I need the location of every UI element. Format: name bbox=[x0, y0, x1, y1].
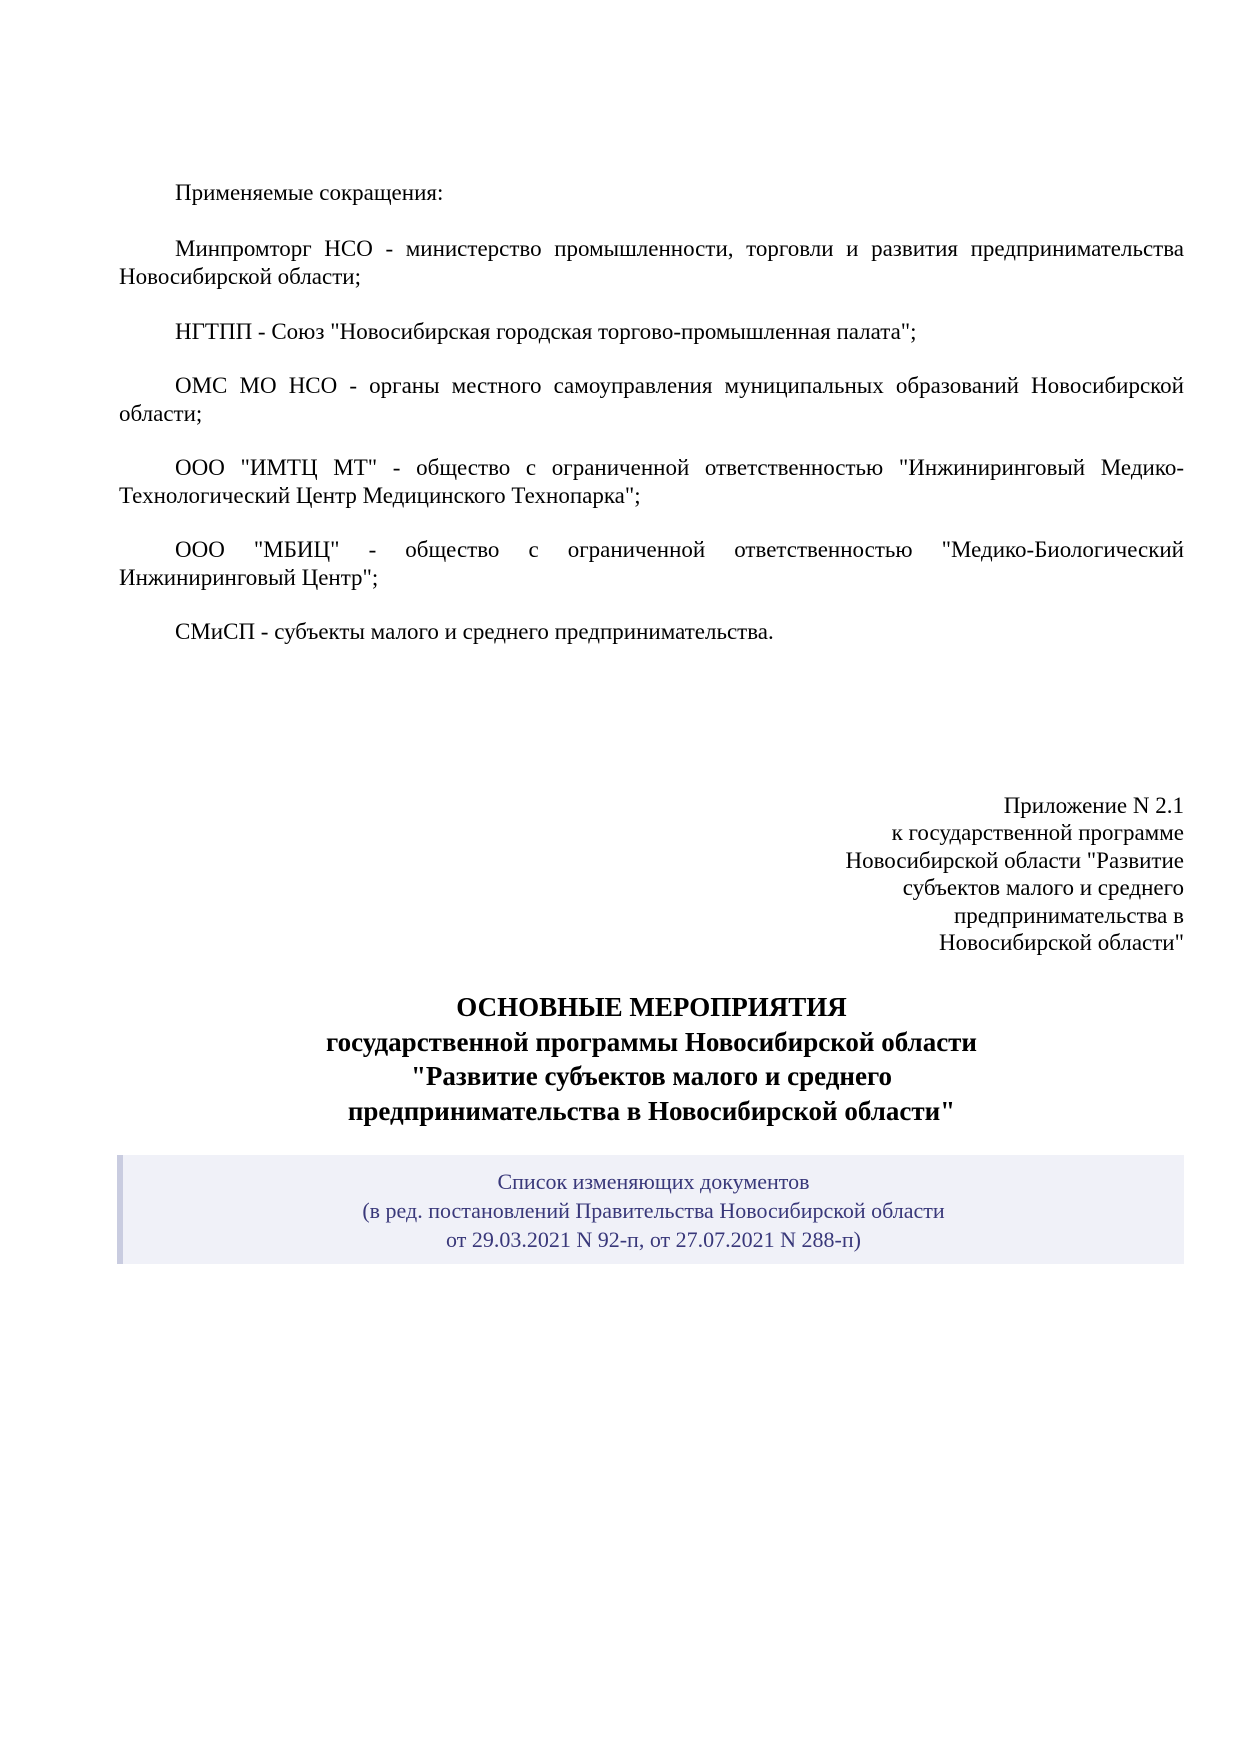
abbreviation-item: ООО "ИМТЦ МТ" - общество с ограниченной ответственностью "Инжиниринговый Медико-Технологический Центр Медицинского Технопарка"; bbox=[119, 455, 1184, 508]
appendix-line: Новосибирской области "Развитие bbox=[845, 847, 1184, 873]
amendments-line: (в ред. постановлений Правительства Новосибирской области bbox=[362, 1198, 945, 1223]
title-line: "Развитие субъектов малого и среднего bbox=[410, 1061, 893, 1091]
abbreviation-item: Минпромторг НСО - министерство промышленности, торговли и развития предпринимательства Новосибирской области; bbox=[119, 236, 1184, 289]
abbreviation-item: СМиСП - субъекты малого и среднего предпринимательства. bbox=[175, 619, 774, 644]
amendments-line: от 29.03.2021 N 92-п, от 27.07.2021 N 288-п) bbox=[446, 1227, 861, 1252]
abbreviation-item: НГТПП - Союз "Новосибирская городская торгово-промышленная палата"; bbox=[175, 319, 917, 344]
abbreviations-heading: Применяемые сокращения: bbox=[175, 180, 444, 205]
document-title bbox=[119, 990, 1184, 1128]
title-line: ОСНОВНЫЕ МЕРОПРИЯТИЯ bbox=[456, 992, 847, 1022]
appendix-line: субъектов малого и среднего bbox=[902, 875, 1184, 901]
abbreviation-item: ОМС МО НСО - органы местного самоуправления муниципальных образований Новосибирской области; bbox=[119, 373, 1184, 426]
appendix-line: к государственной программе bbox=[891, 820, 1184, 846]
amendments-line: Список изменяющих документов bbox=[497, 1169, 810, 1194]
appendix-line: предпринимательства в bbox=[953, 902, 1184, 928]
appendix-line: Новосибирской области" bbox=[939, 930, 1184, 956]
abbreviation-item: ООО "МБИЦ" - общество с ограниченной ответственностью "Медико-Биологический Инжиниринговый Центр"; bbox=[119, 537, 1184, 590]
appendix-reference bbox=[764, 792, 1184, 956]
appendix-line: Приложение N 2.1 bbox=[1003, 793, 1184, 818]
title-line: предпринимательства в Новосибирской области" bbox=[347, 1095, 956, 1126]
amendments-box bbox=[117, 1155, 1184, 1264]
title-line: государственной программы Новосибирской области bbox=[326, 1026, 977, 1057]
